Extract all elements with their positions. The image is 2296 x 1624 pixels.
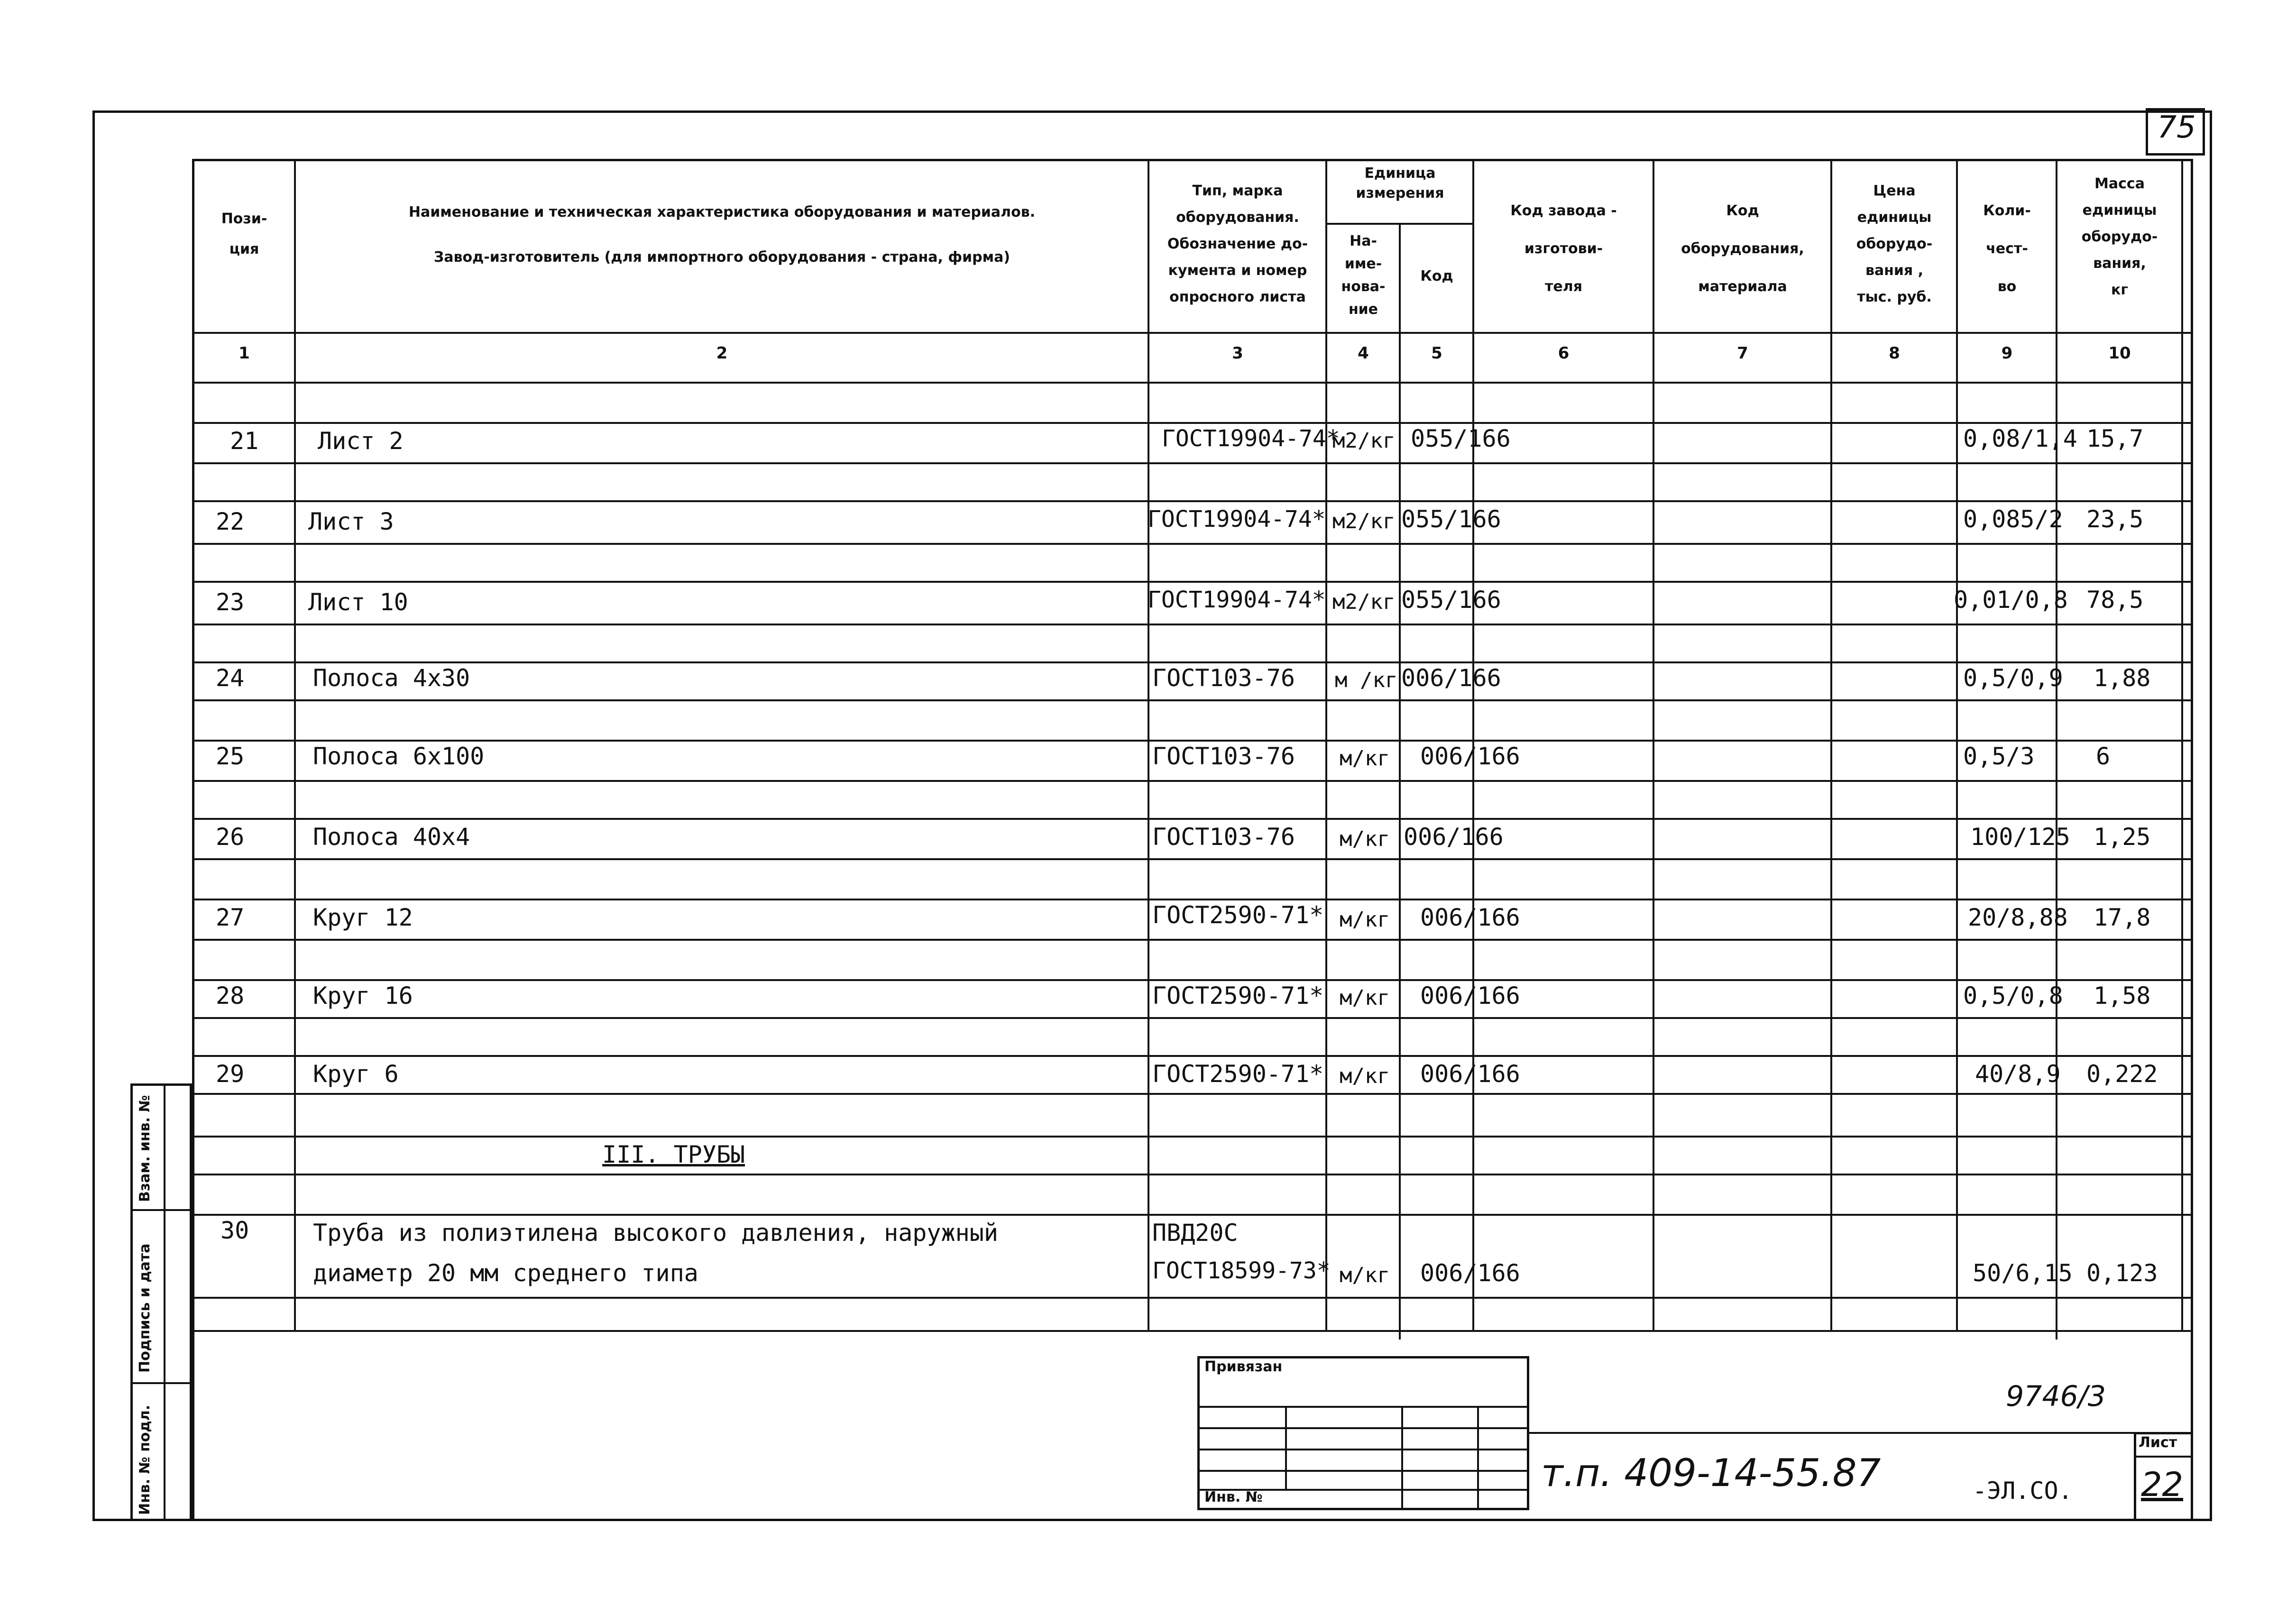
row-qty: 100/125 xyxy=(1970,823,2070,851)
header-unit-name: На- име- нова- ние xyxy=(1341,233,1386,318)
side-label-inv-podl: Инв. № подл. xyxy=(137,1404,153,1515)
table-row xyxy=(192,503,2193,543)
section-title: III. ТРУБЫ xyxy=(602,1141,745,1168)
row-position: 27 xyxy=(216,904,245,931)
row-unit: м2/кг xyxy=(1332,590,1396,614)
table-row xyxy=(192,583,2193,624)
row-doc-line2: ГОСТ18599-73* xyxy=(1152,1257,1331,1284)
table-row xyxy=(192,664,2193,699)
table-row xyxy=(192,1216,2193,1297)
row-mass: 23,5 xyxy=(2086,505,2144,533)
row-code: 006/166 xyxy=(1404,823,1504,851)
row-position: 29 xyxy=(216,1060,245,1088)
col-number-2: 2 xyxy=(716,344,728,363)
row-mass: 78,5 xyxy=(2086,586,2144,614)
row-code: 055/166 xyxy=(1401,505,1501,533)
sheet-number: 75 xyxy=(2157,110,2196,145)
sheet-value: 22 xyxy=(2141,1465,2184,1504)
row-qty: 0,5/0,8 xyxy=(1963,982,2063,1009)
row-mass: 0,222 xyxy=(2086,1060,2158,1088)
row-name: Лист 3 xyxy=(308,508,394,535)
header-name-line2: Завод-изготовитель (для импортного оборудования - страна, фирма) xyxy=(433,249,1010,266)
row-doc: ГОСТ19904-74* xyxy=(1148,506,1326,532)
row-qty: 40/8,9 xyxy=(1975,1060,2061,1088)
row-code: 055/166 xyxy=(1411,425,1511,452)
row-position: 22 xyxy=(216,508,245,535)
row-doc: ГОСТ19904-74* xyxy=(1148,587,1326,613)
sheet-label: Лист xyxy=(2139,1434,2177,1451)
row-unit: м/кг xyxy=(1340,1064,1390,1088)
header-unit-mass: Масса единицы оборудо- вания, кг xyxy=(2081,175,2158,298)
row-unit: м/кг xyxy=(1340,746,1390,771)
row-position: 24 xyxy=(216,664,245,692)
row-code: 006/166 xyxy=(1420,1259,1520,1287)
row-doc: ГОСТ19904-74* xyxy=(1162,425,1340,452)
row-name-line1: Труба из полиэтилена высокого давления, наружный xyxy=(313,1219,998,1247)
row-unit: м/кг xyxy=(1340,908,1390,932)
row-position: 26 xyxy=(216,823,245,851)
row-code: 006/166 xyxy=(1420,982,1520,1009)
row-qty: 0,5/3 xyxy=(1963,743,2035,770)
row-name-line2: диаметр 20 мм среднего типа xyxy=(313,1259,698,1287)
row-code: 006/166 xyxy=(1401,664,1501,692)
col-number-10: 10 xyxy=(2108,344,2131,363)
side-label-podpis: Подпись и дата xyxy=(137,1243,153,1373)
row-unit: м/кг xyxy=(1340,1263,1390,1287)
row-unit: м/кг xyxy=(1340,827,1390,851)
row-doc: ГОСТ2590-71* xyxy=(1152,982,1324,1009)
col-number-6: 6 xyxy=(1558,344,1570,363)
row-mass: 0,123 xyxy=(2086,1259,2158,1287)
row-qty: 50/6,15 xyxy=(1973,1259,2073,1287)
table-row xyxy=(192,742,2193,780)
table-row xyxy=(192,982,2193,1017)
col-number-8: 8 xyxy=(1889,344,1900,363)
doc-code: -ЭЛ.СО. xyxy=(1973,1477,2073,1505)
row-doc: ГОСТ2590-71* xyxy=(1152,901,1324,929)
row-name: Лист 2 xyxy=(318,427,404,455)
bound-label: Привязан xyxy=(1204,1358,1283,1375)
row-code: 006/166 xyxy=(1420,904,1520,931)
row-mass: 15,7 xyxy=(2086,425,2144,452)
table-row xyxy=(192,901,2193,939)
row-name: Круг 16 xyxy=(313,982,413,1009)
col-number-7: 7 xyxy=(1737,344,1748,363)
header-position: Пози- ция xyxy=(221,211,267,257)
table-row xyxy=(192,1057,2193,1093)
side-label-vzam: Взам. инв. № xyxy=(137,1095,153,1202)
row-unit: м2/кг xyxy=(1332,509,1396,533)
header-name-line1: Наименование и техническая характеристика оборудования и материалов. xyxy=(408,204,1036,220)
row-position: 30 xyxy=(220,1217,249,1244)
row-mass: 17,8 xyxy=(2094,904,2151,931)
table-row xyxy=(192,424,2193,462)
row-doc-line1: ПВД20С xyxy=(1152,1219,1238,1247)
row-code: 055/166 xyxy=(1401,586,1501,614)
col-number-9: 9 xyxy=(2001,344,2013,363)
row-name: Полоса 40х4 xyxy=(313,823,470,851)
header-unit-price: Цена единицы оборудо- вания , тыс. руб. xyxy=(1856,183,1933,305)
header-equipment-code: Код оборудования, материала xyxy=(1681,202,1804,295)
row-mass: 1,58 xyxy=(2094,982,2151,1009)
row-qty: 0,5/0,9 xyxy=(1963,664,2063,692)
row-code: 006/166 xyxy=(1420,743,1520,770)
header-factory-code: Код завода - изготови- теля xyxy=(1510,202,1617,295)
row-position: 28 xyxy=(216,982,245,1009)
row-doc: ГОСТ2590-71* xyxy=(1152,1060,1324,1088)
row-doc: ГОСТ103-76 xyxy=(1152,823,1295,851)
header-type-doc: Тип, марка оборудования. Обозначение до- кумента и номер опросного листа xyxy=(1167,183,1308,305)
inv-label: Инв. № xyxy=(1204,1489,1263,1505)
row-mass: 1,88 xyxy=(2094,664,2151,692)
header-quantity: Коли- чест- во xyxy=(1983,202,2031,295)
row-position: 25 xyxy=(216,743,245,770)
row-name: Круг 12 xyxy=(313,904,413,931)
row-unit: м/кг xyxy=(1340,986,1390,1010)
row-mass: 1,25 xyxy=(2094,823,2151,851)
col-number-3: 3 xyxy=(1232,344,1243,363)
row-name: Лист 10 xyxy=(308,588,408,616)
bound-stamp xyxy=(1197,1356,1529,1510)
header-unit-code: Код xyxy=(1420,268,1453,284)
row-name: Круг 6 xyxy=(313,1060,399,1088)
row-doc: ГОСТ103-76 xyxy=(1152,664,1295,692)
row-position: 23 xyxy=(216,588,245,616)
table-row xyxy=(192,820,2193,858)
row-qty: 0,01/0,8 xyxy=(1954,586,2068,614)
row-name: Полоса 4х30 xyxy=(313,664,470,692)
project-code: т.п. 409-14-55.87 xyxy=(1541,1451,1881,1495)
col-number-5: 5 xyxy=(1431,344,1442,363)
header-unit-group: Единица измерения xyxy=(1356,165,1444,202)
row-unit: м2/кг xyxy=(1332,429,1396,453)
row-qty: 0,085/2 xyxy=(1963,505,2063,533)
row-position: 21 xyxy=(230,427,259,455)
col-number-4: 4 xyxy=(1358,344,1369,363)
row-name: Полоса 6х100 xyxy=(313,743,485,770)
row-doc: ГОСТ103-76 xyxy=(1152,743,1295,770)
row-mass: 6 xyxy=(2096,743,2111,770)
row-qty: 20/8,88 xyxy=(1968,904,2068,931)
row-code: 006/166 xyxy=(1420,1060,1520,1088)
row-qty: 0,08/1,4 xyxy=(1963,425,2077,452)
col-number-1: 1 xyxy=(239,344,250,363)
row-unit: м /кг xyxy=(1335,668,1398,692)
album-number: 9746/3 xyxy=(2006,1380,2106,1413)
